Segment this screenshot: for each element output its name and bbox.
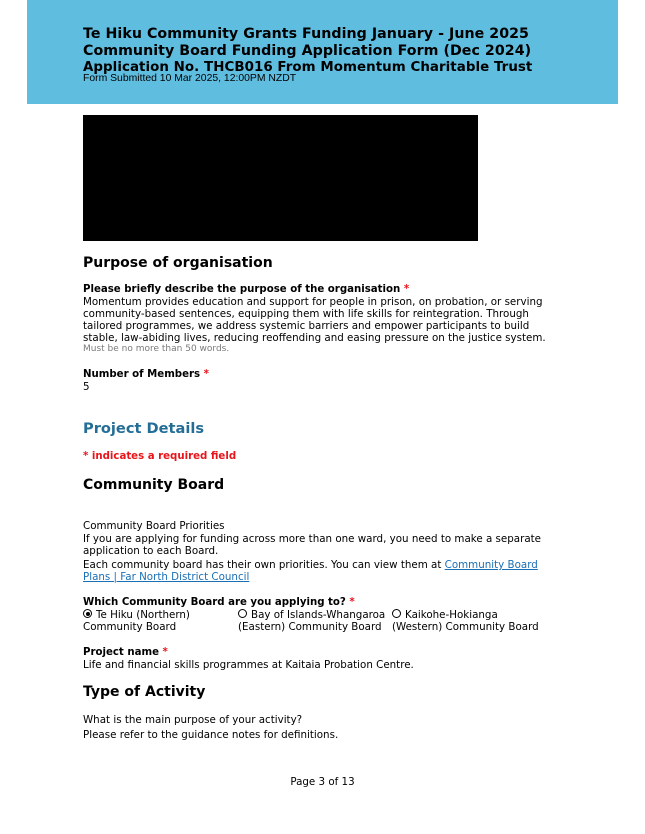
header-application-line: Application No. THCB016 From Momentum Charitable Trust [83,60,533,75]
purpose-hint: Must be no more than 50 words. [83,344,230,354]
purpose-question: Please briefly describe the purpose of the organisation * [83,284,410,295]
board-option-eastern[interactable]: Bay of Islands-Whangaroa (Eastern) Community Board [238,609,386,633]
board-option-western[interactable]: Kaikohe-Hokianga (Western) Community Board [392,609,539,633]
project-name-value: Life and financial skills programmes at Kaitaia Probation Centre. [83,659,414,671]
page-number: Page 3 of 13 [290,776,355,788]
priorities-text-line: application to each Board. [83,545,219,557]
project-name-label: Project name * [83,647,168,658]
redacted-block [83,115,478,241]
priorities-title: Community Board Priorities [83,520,225,532]
header-title-line1: Te Hiku Community Grants Funding January - June 2025 [83,26,529,42]
radio-unselected-icon[interactable] [392,609,401,618]
purpose-answer-line: stable, law-abiding lives, reducing reoffending and easing pressure on the justice system. [83,332,546,344]
community-board-heading: Community Board [83,477,225,493]
community-board-plans-link[interactable]: Plans | Far North District Council [83,571,250,583]
form-header [27,0,618,104]
community-board-plans-link[interactable]: Community Board [444,559,538,571]
required-mark: * [403,284,410,295]
members-value: 5 [83,381,90,393]
purpose-answer-line: tailored programmes, we address systemic barriers and empower participants to build [83,320,530,332]
purpose-heading: Purpose of organisation [83,255,273,271]
activity-question: What is the main purpose of your activity? [83,714,303,726]
required-mark: * [162,647,168,658]
header-submitted: Form Submitted 10 Mar 2025, 12:00PM NZDT [83,73,297,84]
header-title-line2: Community Board Funding Application Form (Dec 2024) [83,43,532,59]
required-mark: * [349,597,355,608]
activity-note: Please refer to the guidance notes for definitions. [83,729,339,741]
project-details-heading: Project Details [83,420,205,437]
members-label: Number of Members * [83,369,209,380]
radio-unselected-icon[interactable] [238,609,247,618]
priorities-view-line: Each community board has their own priorities. You can view them at Community Board [83,559,538,571]
board-option-northern[interactable]: Te Hiku (Northern) Community Board [83,609,190,633]
purpose-answer-line: Momentum provides education and support for people in prison, on probation, or serving [83,296,543,308]
priorities-link-line2 [83,571,249,583]
priorities-text-line: If you are applying for funding across more than one ward, you need to make a separate [83,533,542,545]
activity-heading: Type of Activity [83,684,206,700]
radio-selected-icon[interactable] [83,609,92,618]
board-question: Which Community Board are you applying to? * [83,597,355,608]
required-mark: * [203,369,209,380]
purpose-answer-line: community-based sentences, equipping them with life skills for reintegration. Through [83,308,529,320]
required-field-note: * indicates a required field [83,451,237,462]
